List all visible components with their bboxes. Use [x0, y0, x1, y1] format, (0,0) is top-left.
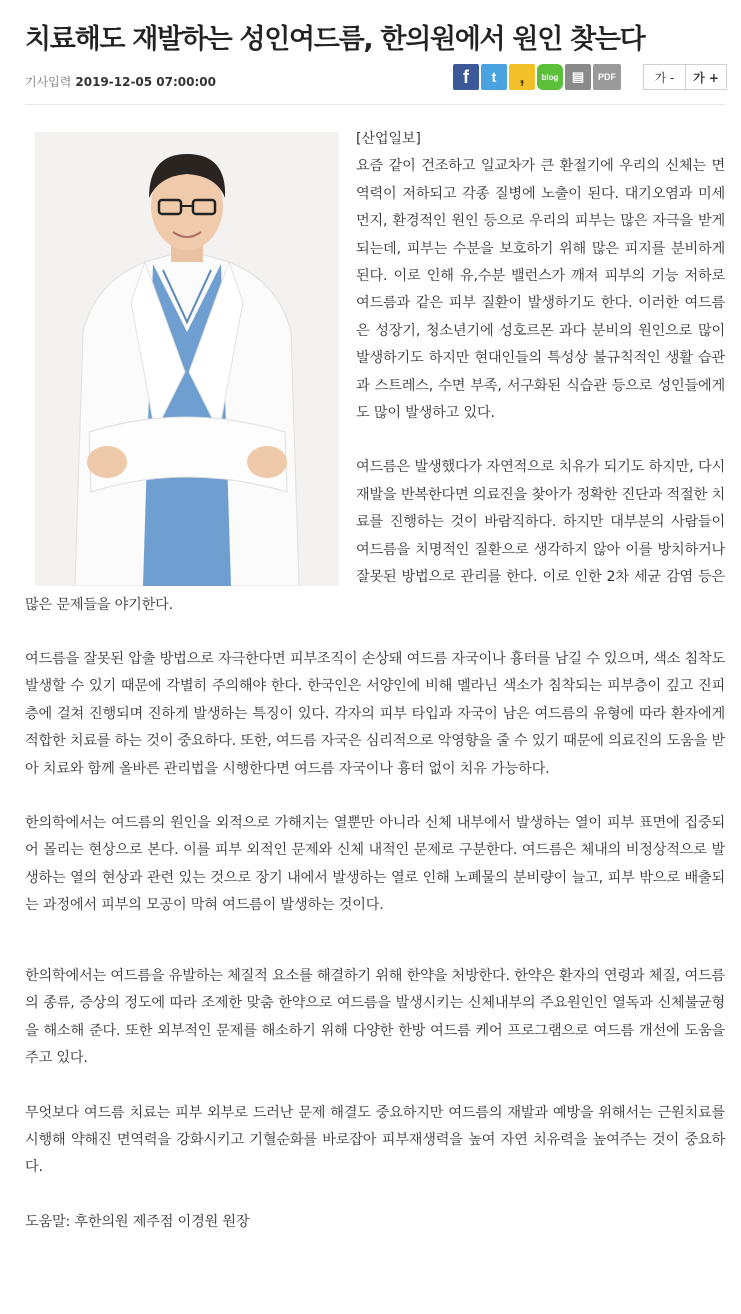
font-decrease-button[interactable]: 가 - [644, 65, 685, 89]
published-label: 기사입력 [25, 75, 72, 89]
pdf-icon[interactable]: PDF [593, 64, 621, 90]
twitter-share-icon[interactable]: t [481, 64, 507, 90]
kakaostory-share-icon[interactable]: , [509, 64, 535, 90]
article-paragraph-1: 요즘 같이 건조하고 일교차가 큰 환절기에 우리의 신체는 면역력이 저하되고 각종 질병에 노출이 된다. 대기오염과 미세먼지, 환경적인 원인 등으로 우리의 피부는 많은 자극을 받게 되는데, 피부는 수분을 보호하기 위해 많은 피지를 분비하게 된다. 이로 인해 유,수분 밸런스가 깨져 피부의 기능 저하로 여드름과 같은 피부 질환이 발생하기도 한다. 이러한 여드름은 성장기, 청소년기에 성호르몬 과다 분비의 원인으로 많이 발생하기도 하지만 현대인들의 특성상 불규칙적인 생활 습관과 스트레스, 수면 부족, 서구화된 식습관 등으로 성인들에게도 많이 발생하고 있다. [356, 158, 725, 422]
font-size-controls [643, 64, 727, 90]
article-paragraph-3: 여드름을 잘못된 압출 방법으로 자극한다면 피부조직이 손상돼 여드름 자국이나 흉터를 남길 수 있으며, 색소 침착도 발생할 수 있기 때문에 각별히 주의해야 한다. 한국인은 서양인에 비해 멜라닌 색소가 침착되는 피부층이 깊고 진피층에 걸쳐 진행되며 진하게 발생하는 특징이 있다. 각자의 피부 타입과 자국이 남은 여드름의 유형에 따라 환자에게 적합한 치료를 하는 것이 중요하다. 또한, 여드름 자국은 심리적으로 악영향을 줄 수 있기 때문에 의료진의 도움을 받아 치료와 함께 올바른 관리법을 시행한다면 여드름 자국이나 흉터 없이 치유 가능하다. [25, 650, 725, 777]
article-paragraph-2: 여드름은 발생했다가 자연적으로 치유가 되기도 하지만, 다시 재발을 반복한다면 의료진을 찾아가 정확한 진단과 적절한 치료를 진행하는 것이 바람직하다. 하지만 대부분의 사람들이 여드름을 치명적인 질환으로 생각하지 않아 이를 방치하거나 잘못된 방법으로 관리를 한다. 이로 인한 2차 세균 감염 등은 많은 문제들을 야기한다. [25, 459, 725, 613]
published-date: 2019-12-05 07:00:00 [75, 75, 217, 89]
article-body [25, 126, 725, 1263]
print-icon[interactable]: ▤ [565, 64, 591, 90]
article-headline: 치료해도 재발하는 성인여드름, 한의원에서 원인 찾는다 [25, 24, 645, 55]
article-meta [25, 72, 216, 92]
font-increase-button[interactable]: 가 + [685, 65, 726, 89]
header-divider [25, 104, 725, 105]
article-credit: 도움말: 후한의원 제주점 이경원 원장 [25, 1213, 250, 1230]
facebook-share-icon[interactable]: f [453, 64, 479, 90]
article-paragraph-6: 무엇보다 여드름 치료는 피부 외부로 드러난 문제 해결도 중요하지만 여드름의 재발과 예방을 위해서는 근원치료를 시행해 약해진 면역력을 강화시키고 기혈순화를 바로잡아 피부재생력을 높여 자연 치유력을 높여주는 것이 중요하다. [25, 1104, 725, 1176]
doctor-photo [35, 132, 339, 586]
blog-share-icon[interactable]: blog [537, 64, 563, 90]
article-paragraph-5: 한의학에서는 여드름을 유발하는 체질적 요소를 해결하기 위해 한약을 처방한다. 한약은 환자의 연령과 체질, 여드름의 종류, 증상의 정도에 따라 조제한 맞춤 한약으로 여드름을 발생시키는 신체내부의 주요원인인 열독과 신체불균형을 해소해 준다. 또한 외부적인 문제를 해소하기 위해 다양한 한방 여드름 케어 프로그램으로 여드름 개선에 도움을 주고 있다. [25, 967, 725, 1067]
article-paragraph-4: 한의학에서는 여드름의 원인을 외적으로 가해지는 열뿐만 아니라 신체 내부에서 발생하는 열이 피부 표면에 집중되어 몰리는 현상으로 본다. 이를 피부 외적인 문제와 신체 내적인 문제로 구분한다. 여드름은 체내의 비정상적으로 발생하는 열의 현상과 관련 있는 것으로 장기 내에서 발생하는 열로 인해 노폐물의 분비량이 늘고, 피부 밖으로 배출되는 과정에서 피부의 모공이 막혀 여드름이 발생하는 것이다. [25, 814, 725, 914]
article-source: [산업일보] [356, 131, 421, 147]
share-toolbar [453, 64, 621, 90]
